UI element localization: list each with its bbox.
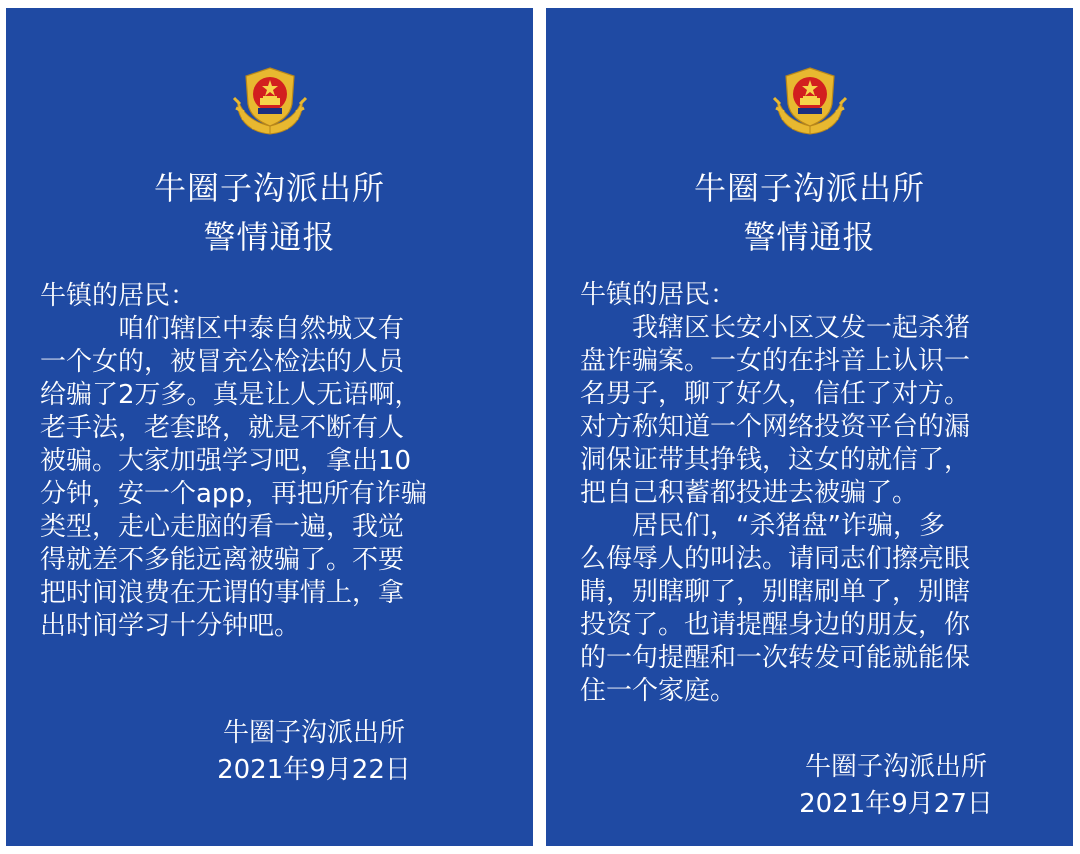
notice-body-line: 名男子，聊了好久，信任了对方。 [580,379,971,409]
notice-body [580,279,970,708]
notice-body [40,280,427,643]
police-emblem-icon [770,60,850,140]
signature-date: 2021年9月22日 [217,755,411,785]
notice-body-line: 居民们，“杀猪盘”诈骗，多 [580,511,945,541]
notice-subtitle: 警情通报 [743,218,876,256]
notice-body-line: 盘诈骗案。一女的在抖音上认识一 [580,346,971,376]
notice-signature [776,749,1016,823]
notice-body-line: 咱们辖区中泰自然城又有 [40,314,405,344]
signature-org: 牛圈子沟派出所 [222,718,405,748]
notice-body-line: 类型，走心走脑的看一遍，我觉 [40,512,405,542]
notice-body-line: 给骗了2万多。真是让人无语啊， [40,380,421,410]
notice-body-line: 老手法，老套路，就是不断有人 [40,413,405,443]
notice-body-line: 睛，别瞎聊了，别瞎刷单了，别瞎 [580,577,971,607]
notice-body-line: 牛镇的居民： [580,280,737,310]
notice-panel-left [6,8,533,846]
police-emblem-icon [230,60,310,140]
notice-panel-right [546,8,1073,846]
notice-body-line: 住一个家庭。 [580,676,737,706]
signature-date: 2021年9月27日 [799,789,993,819]
notice-body-line: 我辖区长安小区又发一起杀猪 [580,313,971,343]
notice-body-line: 投资了。也请提醒身边的朋友，你 [580,610,971,640]
notice-body-line: 把时间浪费在无谓的事情上，拿 [40,578,405,608]
notice-body-line: 分钟，安一个app，再把所有诈骗 [40,479,427,509]
notice-body-line: 么侮辱人的叫法。请同志们擦亮眼 [580,544,971,574]
notice-signature [194,715,434,789]
notice-body-line: 的一句提醒和一次转发可能就能保 [580,643,971,673]
notice-title: 牛圈子沟派出所 [693,169,925,207]
notice-body-line: 被骗。大家加强学习吧，拿出10 [40,446,412,476]
notice-title: 牛圈子沟派出所 [153,169,385,207]
notice-body-line: 一个女的，被冒充公检法的人员 [40,347,405,377]
signature-org: 牛圈子沟派出所 [804,752,987,782]
notice-body-line: 牛镇的居民： [40,281,197,311]
notice-subtitle: 警情通报 [203,218,336,256]
notice-body-line: 洞保证带其挣钱，这女的就信了， [580,445,971,475]
notice-body-line: 得就差不多能远离被骗了。不要 [40,545,405,575]
notice-body-line: 出时间学习十分钟吧。 [40,611,301,641]
notice-body-line: 把自己积蓄都投进去被骗了。 [580,478,919,508]
notice-body-line: 对方称知道一个网络投资平台的漏 [580,412,971,442]
